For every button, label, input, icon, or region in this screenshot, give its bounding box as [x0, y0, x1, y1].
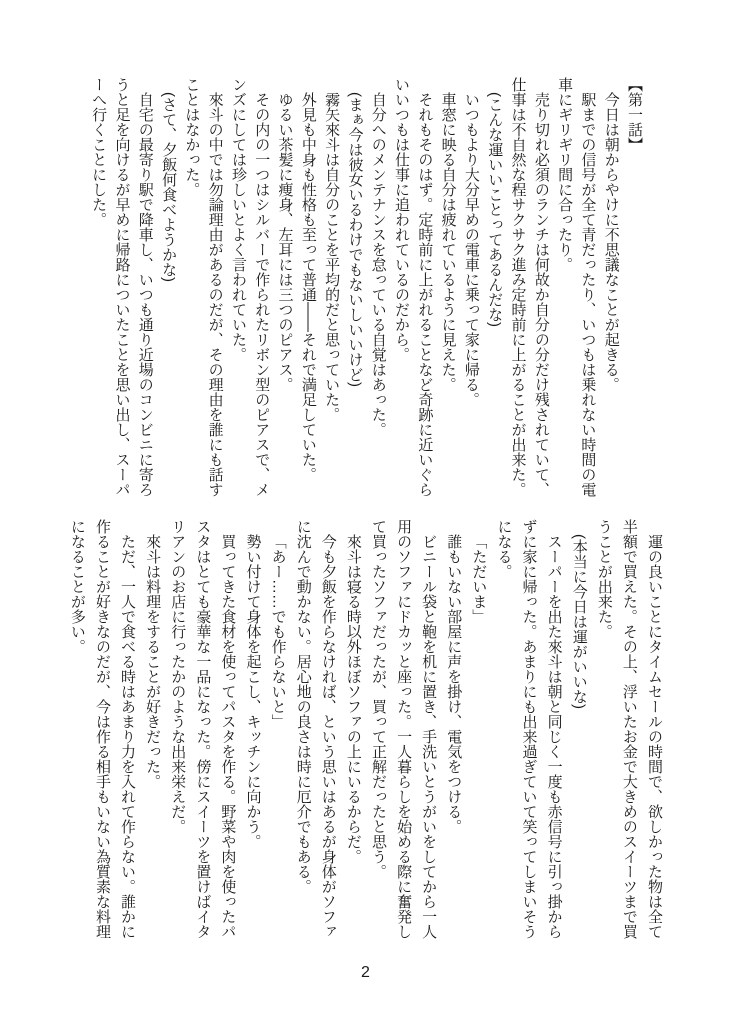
text-line: 運の良いことにタイムセールの時間で、欲しかった物は全て	[646, 534, 663, 939]
text-line: 売り切れ必須のランチは何故か自分の分だけ残されていて、	[532, 92, 550, 497]
text-line: 駅までの信号が全て青だったり、いつもは乗れない時間の電	[579, 92, 597, 497]
text-line: うと足を向けるが早めに帰路についたことを思い出し、スーパ	[113, 77, 131, 497]
text-line: て買ったソファだったが、買って正解だったと思う。	[369, 519, 387, 879]
text-line: 用のソファにドカッと座った。一人暮らしを始める際に奮発し	[395, 519, 413, 939]
text-line: それもそのはず。定時前に上がれることなど奇跡に近いぐら	[416, 92, 434, 497]
text-line: スタはとても豪華な一品になった。傍にスイーツを置けばイタ	[194, 519, 212, 939]
text-line: ーへ行くことにした。	[90, 77, 108, 227]
story-text-block-bottom	[65, 519, 667, 971]
text-line: いつもより大分早めの電車に乗って家に帰る。	[462, 92, 480, 407]
text-line: になる。	[495, 519, 513, 579]
text-line: になることが多い。	[68, 519, 86, 654]
text-line: (こんな運いいことってあるんだな)	[486, 92, 504, 327]
text-line: 「あー……でも作らないと」	[269, 534, 287, 729]
text-line: ことはなかった。	[183, 77, 201, 197]
text-line: リアンのお店に行ったかのような出来栄えだ。	[169, 519, 187, 834]
text-line: 作ることが好きなのだが、今は作る相手もいない為質素な料理	[93, 519, 111, 939]
text-line: (まぁ今は彼女いるわけでもないしいいけど)	[346, 92, 364, 387]
text-line: ンズにしては珍しいとよく言われていた。	[229, 77, 247, 362]
text-line: ゆるい茶髪に痩身、左耳には三つのピアス。	[276, 92, 294, 392]
text-line: ずに家に帰った。あまりにも出来過ぎていて笑ってしまいそう	[520, 519, 538, 939]
story-text-block-top	[87, 77, 646, 529]
text-line: 車窓に映る自分は疲れているように見えた。	[439, 92, 457, 392]
text-line: 「ただいま」	[470, 534, 488, 624]
text-line: 今日は朝からやけに不思議なことが起きる。	[602, 92, 620, 392]
text-line: 來斗の中では勿論理由があるのだが、その理由を誰にも話す	[206, 92, 224, 497]
text-line: いいつもは仕事に追われているのだから。	[393, 77, 411, 362]
page-number: 2	[361, 964, 370, 981]
text-line: スーパーを出た來斗は朝と同じく一度も赤信号に引っ掛から	[545, 534, 563, 939]
text-line: 車にギリギリ間に合ったり。	[556, 77, 574, 272]
text-line: 【第一話】	[626, 77, 643, 152]
text-line: 勢い付けて身体を起こし、キッチンに向かう。	[244, 534, 262, 849]
text-line: (さて、夕飯何食べようかな)	[160, 92, 178, 282]
text-line: うことが出来た。	[595, 519, 613, 639]
text-line: 仕事は不自然な程サクサク進み定時前に上がることが出来た。	[509, 77, 527, 497]
text-line: 自分へのメンテナンスを怠っている自覚はあった。	[369, 92, 387, 437]
text-line: 來斗は寝る時以外ほぼソファの上にいるからだ。	[344, 534, 362, 864]
text-line: 今も夕飯を作らなければ、という思いはあるが身体がソファ	[319, 534, 337, 939]
text-line: 誰もいない部屋に声を掛け、電気をつける。	[445, 534, 463, 834]
text-line: (本当に今日は運がいいな)	[570, 534, 588, 709]
text-line: ビニール袋と鞄を机に置き、手洗いとうがいをしてから一人	[420, 534, 438, 939]
text-line: に沈んで動かない。居心地の良さは時に厄介でもある。	[294, 519, 312, 894]
text-line: 自宅の最寄り駅で降車し、いつも通り近場のコンビニに寄ろ	[136, 92, 154, 497]
text-line: 霧矢來斗は自分のことを平均的だと思っていた。	[323, 92, 341, 422]
text-line: 買ってきた食材を使ってパスタを作る。野菜や肉を使ったパ	[219, 534, 237, 939]
text-line: 外見も中身も性格も至って普通――それで満足していた。	[299, 92, 317, 482]
text-line: 半額で買えた。その上、浮いたお金で大きめのスイーツまで買	[620, 519, 638, 939]
text-line: その内の一つはシルバーで作られたリボン型のピアスで、メ	[253, 92, 271, 497]
text-line: ただ、一人で食べる時はあまり力を入れて作らない。誰かに	[119, 534, 137, 939]
text-line: 來斗は料理をすることが好きだった。	[144, 534, 162, 789]
